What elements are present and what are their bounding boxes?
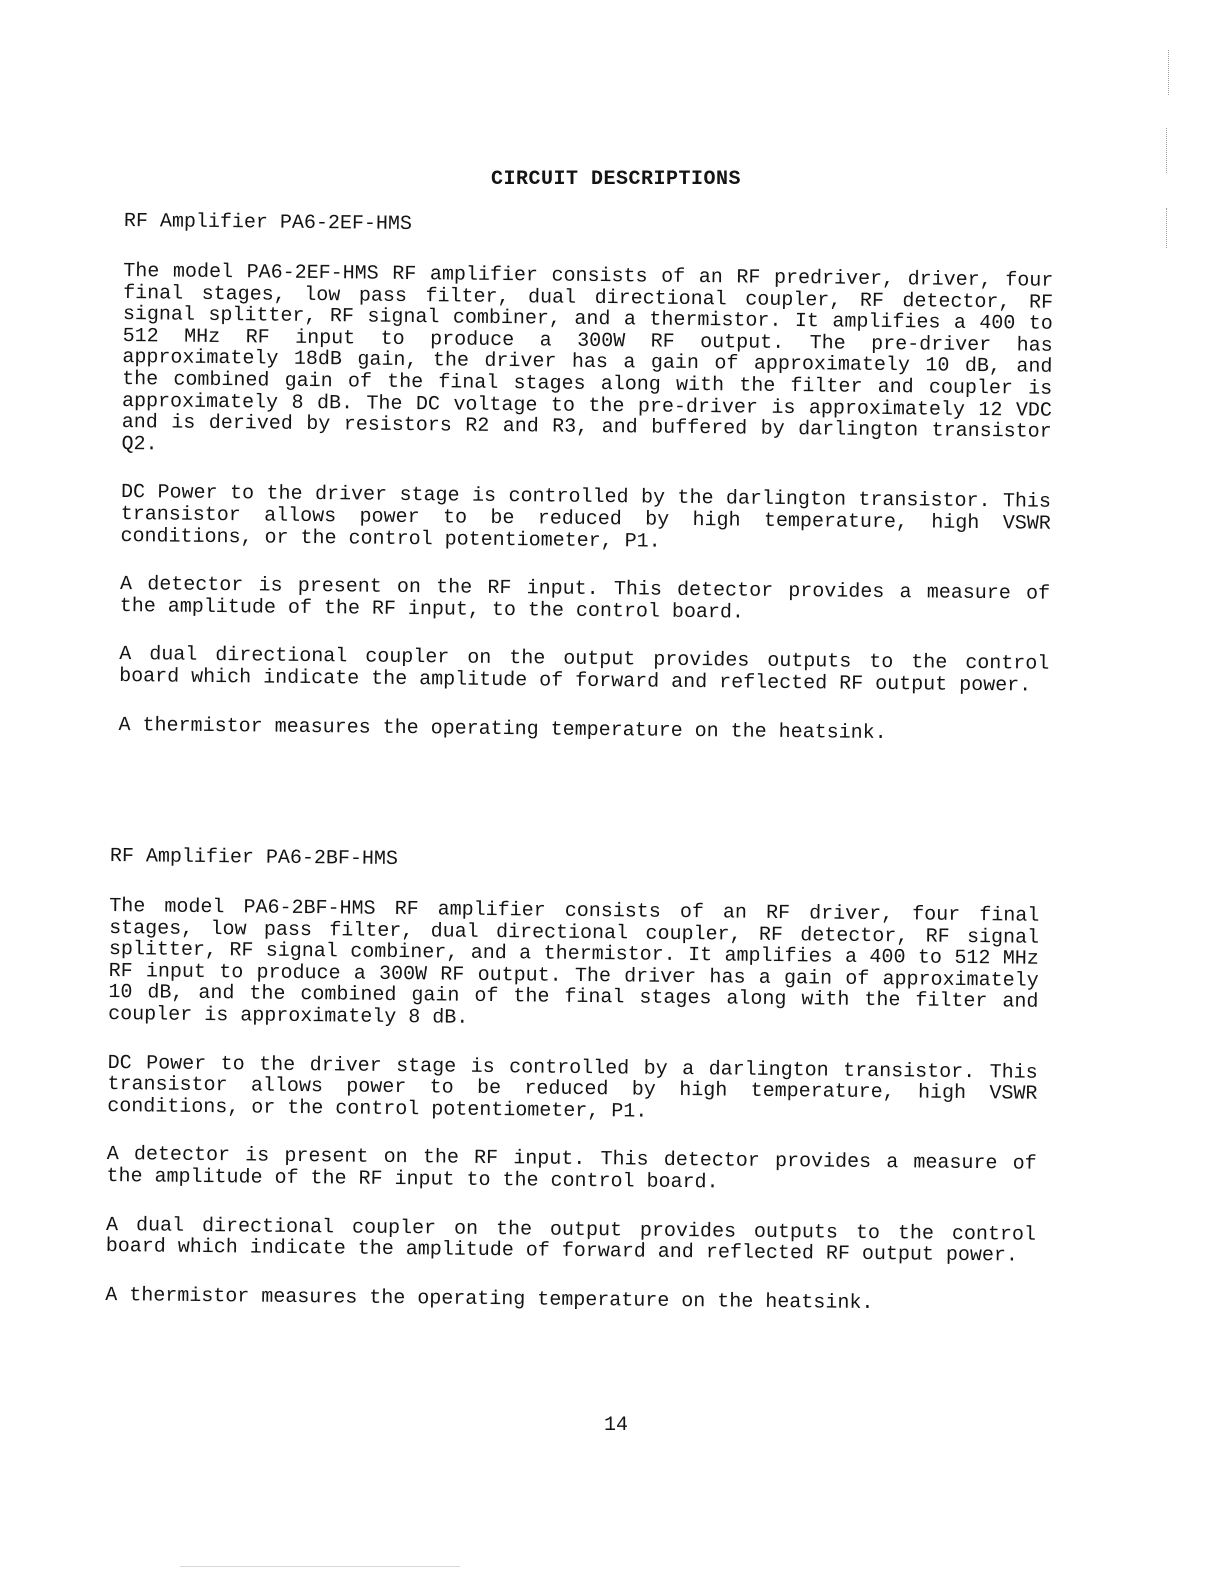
- paragraph: A dual directional coupler on the output provides outputs to the control board which indicate the amplitude of forward and reflected RF output power.: [118, 643, 1050, 698]
- page-number: 14: [603, 1414, 628, 1437]
- paragraph: The model PA6-2BF-HMS RF amplifier consists of an RF driver, four final stages, low pass filter, dual directional coupler, RF detector, RF signal splitter, RF signal combiner, and a thermistor. It amplifies a 400 to 512 MHz RF input to produce a 300W RF output. The driver has a gain of approximately 10 dB, and the combined gain of the final stages along with the filter and coupler is approximately 8 dB.: [108, 894, 1040, 1030]
- scan-margin-mark: [1166, 208, 1167, 248]
- paragraph: A detector is present on the RF input. This detector provides a measure of the amplitude of the RF input, to the control board.: [119, 573, 1051, 625]
- page-title: CIRCUIT DESCRIPTIONS: [490, 168, 742, 191]
- paragraph: A thermistor measures the operating temperature on the heatsink.: [105, 1283, 874, 1315]
- section-heading: RF Amplifier PA6-2BF-HMS: [109, 845, 399, 872]
- section-pa6-2ef-hms: [118, 210, 1053, 746]
- section-heading: RF Amplifier PA6-2EF-HMS: [123, 210, 413, 237]
- scan-margin-mark: [1168, 50, 1169, 95]
- scan-margin-mark: [1166, 128, 1167, 173]
- section-pa6-2bf-hms: [105, 845, 1040, 1316]
- scan-noise-line: [180, 1566, 460, 1567]
- paragraph: A thermistor measures the operating temperature on the heatsink.: [118, 713, 887, 745]
- paragraph: A dual directional coupler on the output provides outputs to the control board which indicate the amplitude of forward and reflected RF output power.: [105, 1213, 1037, 1268]
- paragraph: DC Power to the driver stage is controlled by the darlington transistor. This transistor allows power to be reduced by high temperature, high VSWR conditions, or the control potentiometer, P1.: [120, 481, 1052, 554]
- paragraph: A detector is present on the RF input. This detector provides a measure of the amplitude of the RF input to the control board.: [106, 1143, 1037, 1195]
- paragraph: DC Power to the driver stage is controlled by a darlington transistor. This transistor allows power to be reduced by high temperature, high VSWR conditions, or the control potentiometer, P1.: [107, 1051, 1038, 1124]
- paragraph: The model PA6-2EF-HMS RF amplifier consists of an RF predriver, driver, four final stages, low pass filter, dual directional coupler, RF detector, RF signal splitter, RF signal combiner, and a thermistor. It amplifies a 400 to 512 MHz RF input to produce a 300W RF output. The pre-driver has approximately 18dB gain, the driver has a gain of approximately 10 dB, and the combined gain of the final stages along with the filter and coupler is approximately 8 dB. The DC voltage to the pre-driver is approximately 12 VDC and is derived by resistors R2 and R3, and buffered by darlington transistor Q2.: [121, 259, 1054, 457]
